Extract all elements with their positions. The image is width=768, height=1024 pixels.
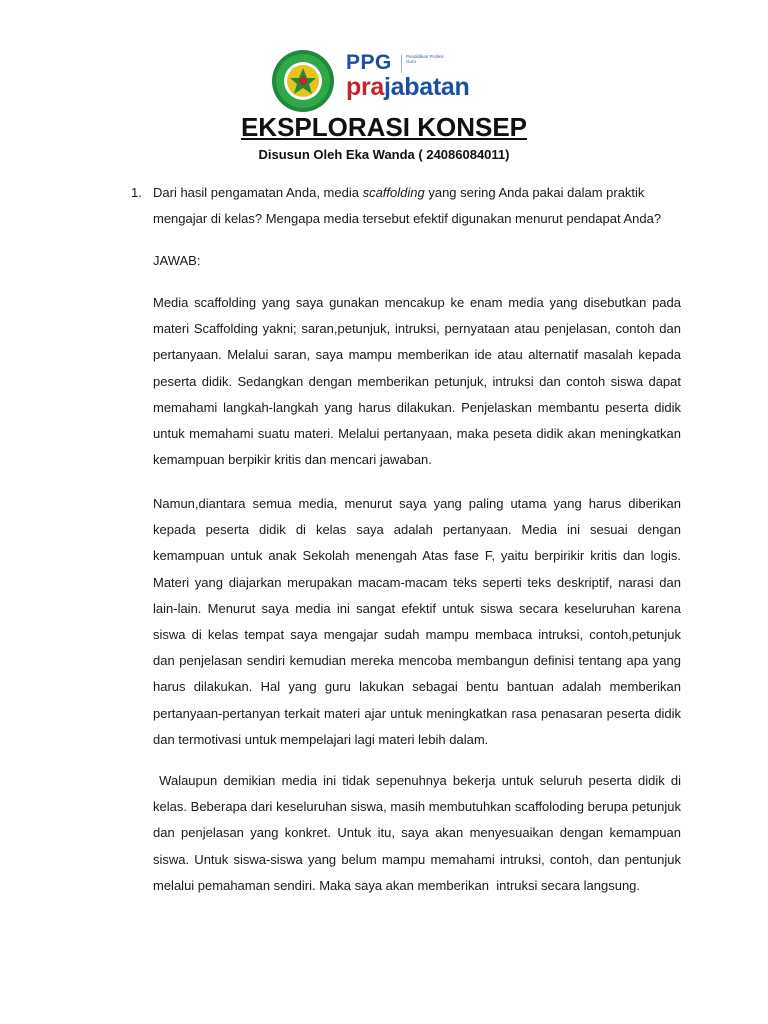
university-seal-icon <box>270 48 336 114</box>
answer-label: JAWAB: <box>153 253 201 268</box>
ppg-prajabatan-logo <box>346 52 469 100</box>
question-text-before: Dari hasil pengamatan Anda, media <box>153 185 363 200</box>
question-text-after: yang sering Anda pakai dalam praktik mengajar di kelas? Mengapa media tersebut efektif digunakan menurut pendapat Anda? <box>153 185 662 226</box>
answer-paragraph-3: Walaupun demikian media ini tidak sepenuhnya bekerja untuk seluruh peserta didik di kelas. Beberapa dari keseluruhan siswa, masih membutuhkan scaffoloding berupa petunjuk dan penjelasan yang konkret. Untuk itu, saya akan menyesuaikan dengan kemampuan siswa. Untuk siswa-siswa yang belum mampu memahami intruksi, contoh, dan pentunjuk melalui pemahaman sendiri. Maka saya akan memberikan intruksi secara langsung. <box>153 773 685 893</box>
answer-paragraph-2: Namun,diantara semua media, menurut saya yang paling utama yang harus diberikan kepada peserta didik di kelas saya adalah pertanyaan. Media ini sesuai dengan kemampuan untuk anak Sekolah menengah Atas fase F, yaitu berpirikir kritis dan logis. Materi yang diajarkan merupakan macam-macam teks seperti teks deskriptif, narasi dan lain-lain. Menurut saya media ini sangat efektif untuk siswa secara keseluruhan karena siswa di kelas tempat saya mengajar sudah mampu membaca intruksi, contoh,petunjuk dan penjelasan sendiri kemudian mereka mencoba membangun definisi tentang apa yang harus dilakukan. Hal yang guru lakukan sebagai bentu bantuan adalah memberikan pertanyaan-pertanyan terkait materi ajar untuk meningkatkan rasa penasaran peserta didik dan termotivasi untuk mempelajari lagi materi lebih dalam. <box>153 496 681 747</box>
question-text <box>153 180 681 232</box>
ppg-logo-text: PPG <box>346 51 392 74</box>
answer-paragraph-1: Media scaffolding yang saya gunakan mencakup ke enam media yang disebutkan pada materi Scaffolding yakni; saran,petunjuk, intruksi, pernyataan atau penjelasan, contoh dan pertanyaan. Melalui saran, saya mampu memberikan ide atau alternatif masalah kepada peserta didik. Sedangkan dengan memberikan petunjuk, intruksi dan contoh siswa dapat memahami langkah-langkah yang harus dilakukan. Penjelaskan membantu peserta didik untuk memahami suatu materi. Melalui pertanyaan, maka peseta didik akan meningkatkan kemampuan berpikir kritis dan mencari jawaban. <box>153 295 681 468</box>
document-author: Disusun Oleh Eka Wanda ( 24086084011) <box>258 147 510 162</box>
document-title: EKSPLORASI KONSEP <box>240 112 528 142</box>
prajabatan-logo-part-b: jabatan <box>384 73 470 101</box>
prajabatan-logo-text <box>346 74 469 100</box>
ppg-logo-note: Pendidikan Profesi Guru <box>406 54 444 64</box>
logo-divider <box>401 55 402 73</box>
header-logos <box>270 44 500 114</box>
prajabatan-logo-part-a: pra <box>346 73 385 101</box>
question-number: 1. <box>131 185 142 200</box>
question-text-italic: scaffolding <box>362 185 425 200</box>
